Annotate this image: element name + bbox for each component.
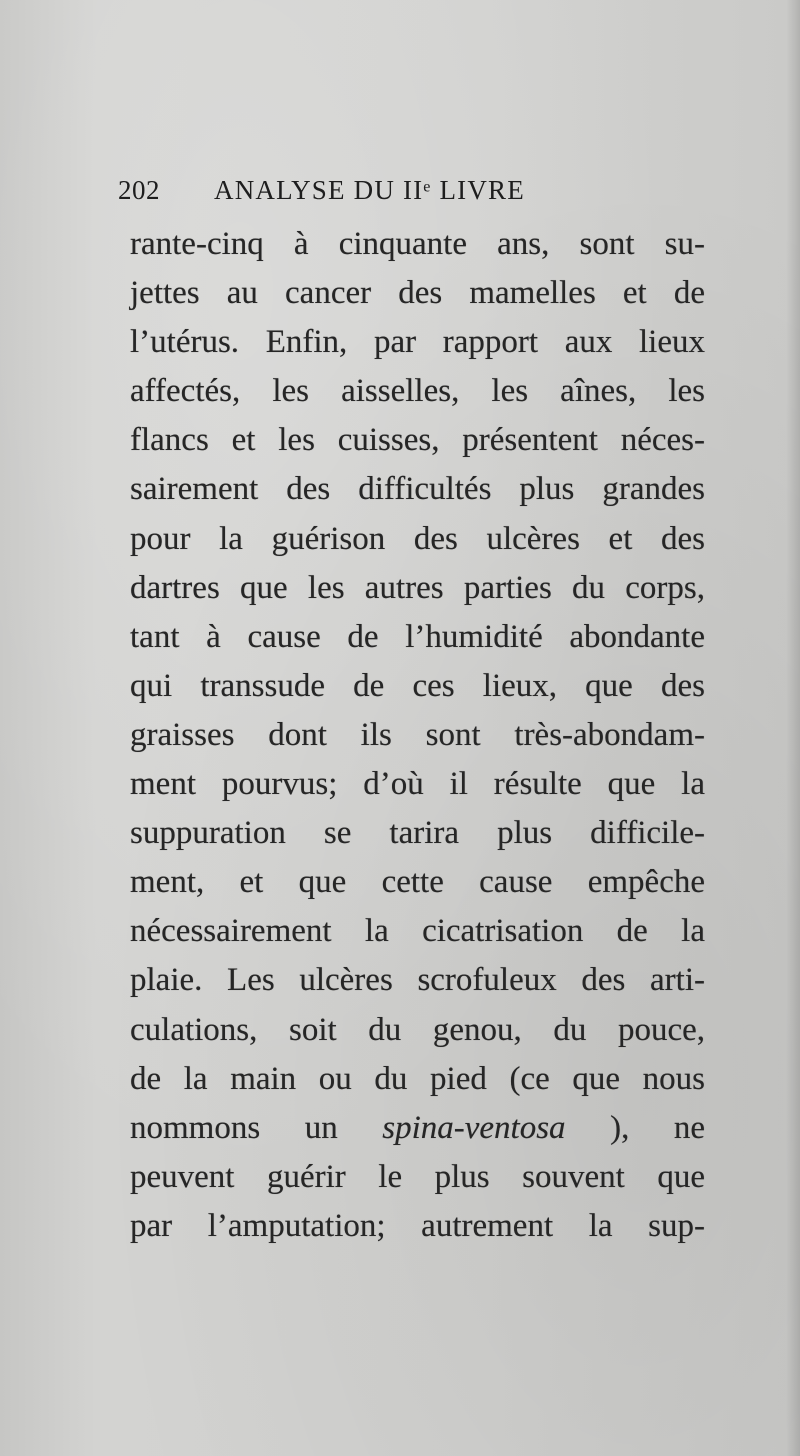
text-line: graisses dont ils sont très-abondam- (130, 716, 705, 753)
text-line: plaie. Les ulcères scrofuleux des arti- (130, 962, 705, 999)
text-line: par l’amputation; autrement la sup- (130, 1207, 705, 1244)
text-line: affectés, les aisselles, les aînes, les (130, 373, 705, 410)
text-line: peuvent guérir le plus souvent que (130, 1158, 705, 1195)
text-line: rante-cinq à cinquante ans, sont su- (130, 226, 705, 262)
text-line: flancs et les cuisses, présentent néces- (130, 422, 705, 459)
text-segment: ), ne (565, 1109, 705, 1146)
text-line: tant à cause de l’humidité abondante (130, 618, 705, 655)
text-line: dartres que les autres parties du corps, (130, 569, 705, 606)
text-segment: nommons un (130, 1109, 383, 1146)
text-line: sairement des difficultés plus grandes (130, 471, 705, 508)
text-line-with-italic (130, 1104, 705, 1153)
running-head: ANALYSE DU IIᵉ LIVRE (214, 175, 525, 205)
text-line: ment pourvus; d’où il résulte que la (130, 766, 705, 803)
italic-term: spina-ventosa (382, 1109, 566, 1146)
text-line: qui transsude de ces lieux, que des (130, 667, 705, 704)
page-number: 202 (118, 175, 160, 205)
text-line: ment, et que cette cause empêche (130, 864, 705, 901)
text-line: culations, soit du genou, du pouce, (130, 1011, 705, 1048)
body-text (130, 220, 705, 1251)
text-line: pour la guérison des ulcères et des (130, 520, 705, 557)
page-header (118, 168, 708, 212)
text-line: jettes au cancer des mamelles et de (130, 275, 705, 312)
text-line: suppuration se tarira plus difficile- (130, 815, 705, 852)
text-line: de la main ou du pied (ce que nous (130, 1060, 705, 1097)
text-line: nécessairement la cicatrisation de la (130, 913, 705, 950)
text-line: l’utérus. Enfin, par rapport aux lieux (130, 324, 705, 361)
